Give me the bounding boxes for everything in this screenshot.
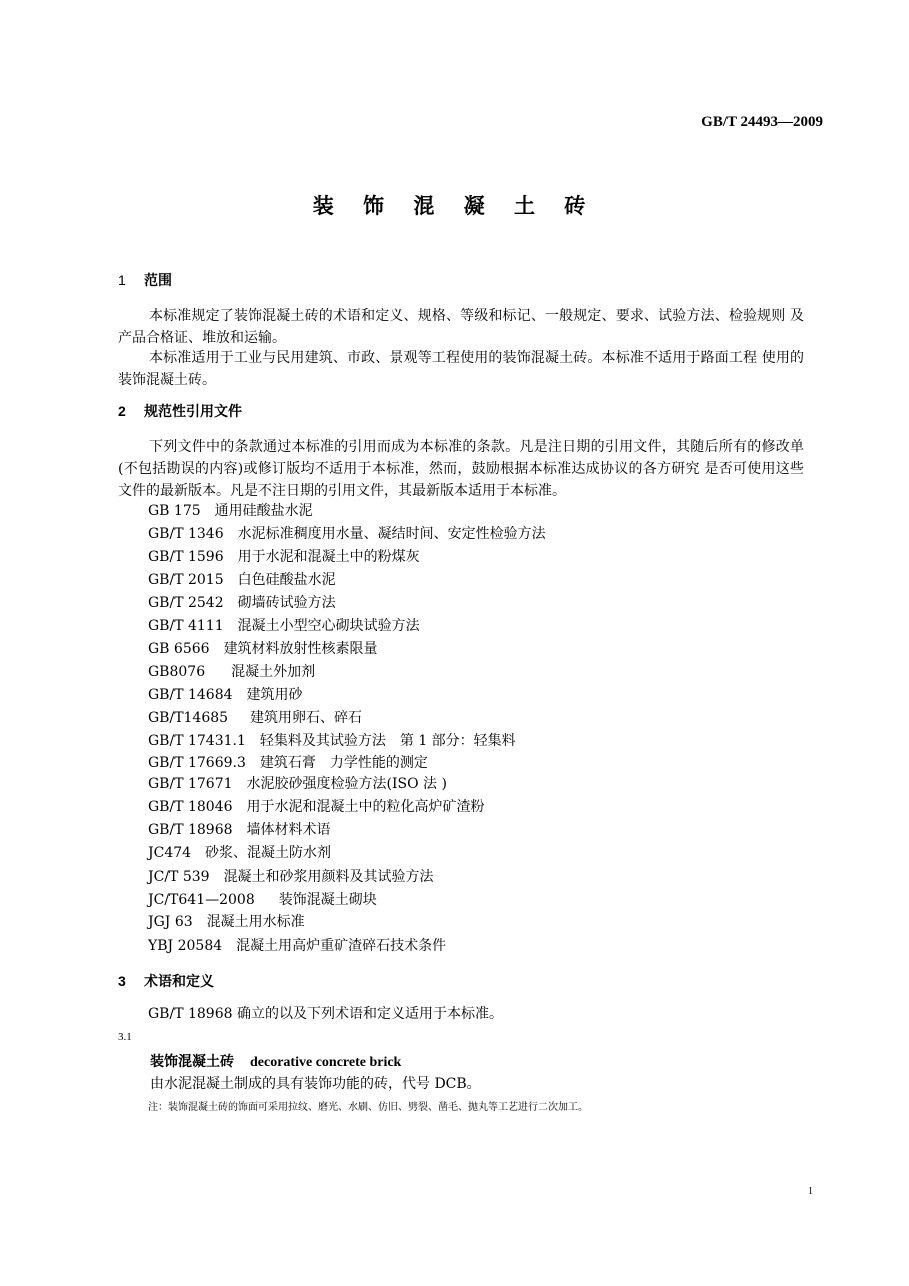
reference-code: JC/T641—2008 [148, 892, 255, 908]
reference-title: 混凝土和砂浆用颜料及其试验方法 [223, 869, 434, 885]
scope-paragraph-2: 本标准适用于工业与民用建筑、市政、景观等工程使用的装饰混凝土砖。本标准不适用于路面工程 使用的装饰混凝土砖。 [118, 350, 804, 388]
reference-code: GB/T 14684 [148, 687, 233, 703]
reference-item [148, 842, 331, 862]
reference-code: GB/T 17671 [148, 776, 233, 792]
reference-item [148, 638, 378, 658]
term-number: 3.1 [118, 1031, 132, 1043]
reference-title: 建筑用砂 [246, 687, 303, 703]
reference-code: GB/T 2542 [148, 595, 224, 611]
reference-title: 轻集料及其试验方法 第 1 部分：轻集料 [259, 733, 516, 749]
term-heading [150, 1051, 401, 1071]
reference-code: GB 175 [148, 503, 201, 519]
reference-code: GB/T 1596 [148, 549, 224, 565]
reference-code: JC/T 539 [148, 869, 210, 885]
term-chinese: 装饰混凝土砖 [150, 1054, 234, 1070]
section-1-heading [118, 270, 172, 290]
reference-title: 墙体材料术语 [246, 822, 331, 838]
section-3-heading [118, 971, 214, 991]
reference-item [148, 500, 313, 520]
reference-item [148, 661, 315, 681]
page-number: 1 [808, 1186, 813, 1197]
reference-title: 装饰混凝土砌块 [278, 892, 377, 908]
reference-item [148, 935, 446, 955]
reference-item [148, 773, 447, 793]
reference-title: 用于水泥和混凝土中的粉煤灰 [237, 549, 420, 565]
section-title: 规范性引用文件 [144, 404, 242, 420]
reference-title: 水泥胶砂强度检验方法(ISO 法 ) [246, 776, 447, 792]
reference-code: GB/T 4111 [148, 618, 224, 634]
reference-code: GB 6566 [148, 641, 210, 657]
reference-title: 砂浆、混凝土防水剂 [205, 845, 332, 861]
reference-item [148, 707, 362, 727]
reference-code: GB/T 18968 [148, 822, 233, 838]
reference-title: 混凝土外加剂 [231, 664, 316, 680]
reference-item [148, 569, 336, 589]
reference-title: 用于水泥和混凝土中的粒化高炉矿渣粉 [246, 799, 485, 815]
section-title: 术语和定义 [144, 974, 214, 990]
reference-code: JC474 [148, 845, 192, 861]
reference-code: GB/T 1346 [148, 526, 224, 542]
section-number: 1 [118, 272, 126, 288]
section-2-heading [118, 401, 242, 421]
reference-code: GB/T 17669.3 [148, 755, 246, 771]
reference-title: 建筑石膏 力学性能的测定 [259, 755, 428, 771]
reference-title: 混凝土用高炉重矿渣碎石技术条件 [236, 938, 447, 954]
reference-code: GB/T14685 [148, 710, 229, 726]
reference-item [148, 684, 303, 704]
reference-code: JGJ 63 [148, 914, 193, 930]
reference-item [148, 819, 331, 839]
reference-item [148, 911, 305, 931]
reference-title: 砌墙砖试验方法 [237, 595, 336, 611]
reference-title: 通用硅酸盐水泥 [214, 503, 313, 519]
term-english: decorative concrete brick [250, 1055, 402, 1070]
term-note: 注：装饰混凝土砖的饰面可采用拉纹、磨光、水刷、仿旧、劈裂、凿毛、抛丸等工艺进行二次加工。 [148, 1102, 588, 1113]
reference-item [148, 615, 420, 635]
reference-item [148, 752, 428, 772]
reference-item [148, 889, 377, 909]
reference-title: 建筑用卵石、碎石 [250, 710, 363, 726]
references-intro-paragraph: 下列文件中的条款通过本标准的引用而成为本标准的条款。凡是注日期的引用文件，其随后所有的修改单(不包括勘误的内容)或修订版均不适用于本标准，然而，鼓励根据本标准达成协议的各方研究 是否可使用这些文件的最新版本。凡是不注日期的引用文件，其最新版本适用于本标准。 [118, 439, 804, 499]
reference-title: 建筑材料放射性核素限量 [223, 641, 378, 657]
reference-item [148, 796, 485, 816]
reference-item [148, 730, 516, 750]
section-title: 范围 [144, 273, 172, 289]
terms-intro-paragraph: GB/T 18968 确立的以及下列术语和定义适用于本标准。 [148, 1006, 503, 1022]
reference-item [148, 546, 420, 566]
reference-title: 混凝土用水标准 [206, 914, 305, 930]
reference-title: 混凝土小型空心砌块试验方法 [237, 618, 420, 634]
document-title: 装 饰 混 凝 土 砖 [312, 193, 597, 218]
standard-code: GB/T 24493—2009 [701, 114, 823, 130]
section-number: 2 [118, 403, 126, 419]
reference-item [148, 523, 546, 543]
scope-paragraph-1: 本标准规定了装饰混凝土砖的术语和定义、规格、等级和标记、一般规定、要求、试验方法、检验规则 及产品合格证、堆放和运输。 [118, 308, 804, 346]
reference-title: 水泥标准稠度用水量、凝结时间、安定性检验方法 [237, 526, 546, 542]
reference-code: GB/T 2015 [148, 572, 224, 588]
reference-code: YBJ 20584 [148, 938, 223, 954]
reference-code: GB8076 [148, 664, 206, 680]
reference-code: GB/T 18046 [148, 799, 233, 815]
term-definition: 由水泥混凝土制成的具有装饰功能的砖，代号 DCB。 [150, 1076, 481, 1092]
section-number: 3 [118, 973, 126, 989]
reference-code: GB/T 17431.1 [148, 733, 246, 749]
reference-title: 白色硅酸盐水泥 [237, 572, 336, 588]
reference-item [148, 866, 434, 886]
reference-item [148, 592, 336, 612]
